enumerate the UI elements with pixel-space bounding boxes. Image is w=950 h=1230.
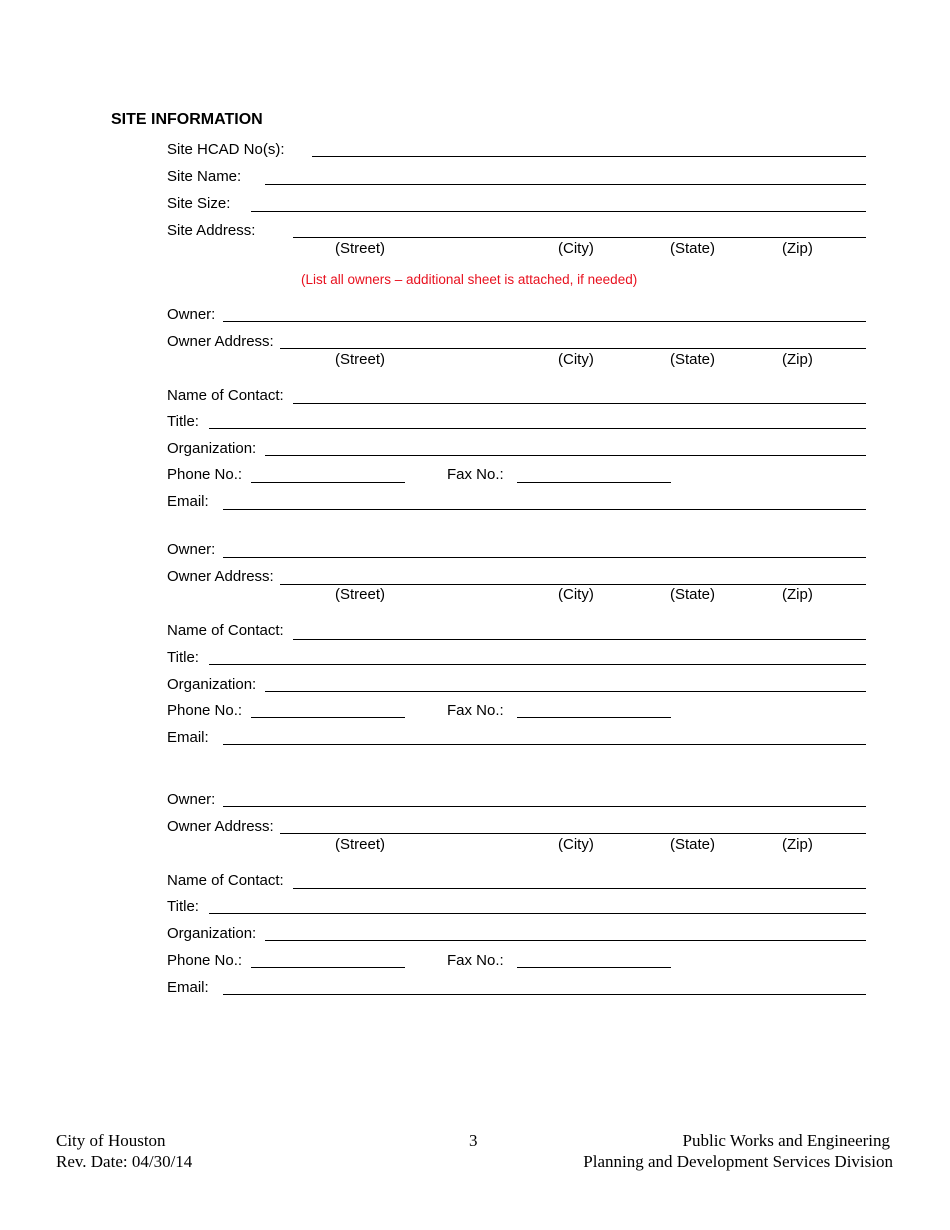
owner-3-title-label: Title:: [167, 898, 199, 915]
owner-1-phone-field[interactable]: [251, 482, 405, 483]
owner-1-fax-label: Fax No.:: [447, 466, 504, 483]
footer-rev-date: Rev. Date: 04/30/14: [56, 1152, 193, 1171]
owner-3-phone-field[interactable]: [251, 967, 405, 968]
owner-3-fax-field[interactable]: [517, 967, 671, 968]
owner-1-organization-field[interactable]: [265, 455, 866, 456]
site-address-zip-caption: (Zip): [782, 240, 813, 257]
owner-2-organization-field[interactable]: [265, 691, 866, 692]
owner-3-organization-label: Organization:: [167, 925, 257, 942]
owner-2-field[interactable]: [223, 557, 866, 558]
owner-1-email-label: Email:: [167, 493, 209, 510]
owner-1-street-caption: (Street): [335, 351, 386, 368]
owner-2-label: Owner:: [167, 541, 216, 558]
owner-3-phone-label: Phone No.:: [167, 952, 243, 969]
site-name-label: Site Name:: [167, 168, 242, 185]
owner-3-email-field[interactable]: [223, 994, 866, 995]
owner-3-address-field[interactable]: [280, 833, 866, 834]
owner-2-address-field[interactable]: [280, 584, 866, 585]
owner-2-title-field[interactable]: [209, 664, 866, 665]
owner-3-city-caption: (City): [558, 836, 594, 853]
owner-3-state-caption: (State): [670, 836, 716, 853]
site-address-field[interactable]: [293, 237, 866, 238]
owner-2-organization-label: Organization:: [167, 676, 257, 693]
owner-3-contact-field[interactable]: [293, 888, 866, 889]
owner-3-contact-label: Name of Contact:: [167, 872, 284, 889]
site-hcad-label: Site HCAD No(s):: [167, 141, 285, 158]
site-size-field[interactable]: [251, 211, 866, 212]
owner-2-fax-label: Fax No.:: [447, 702, 504, 719]
owner-3-field[interactable]: [223, 806, 866, 807]
owner-3-zip-caption: (Zip): [782, 836, 813, 853]
owner-3-address-label: Owner Address:: [167, 818, 274, 835]
owner-1-state-caption: (State): [670, 351, 716, 368]
owner-2-zip-caption: (Zip): [782, 586, 813, 603]
owner-2-street-caption: (Street): [335, 586, 386, 603]
owner-3-street-caption: (Street): [335, 836, 386, 853]
owner-2-phone-field[interactable]: [251, 717, 405, 718]
owner-1-phone-label: Phone No.:: [167, 466, 243, 483]
site-address-city-caption: (City): [558, 240, 594, 257]
owner-1-contact-label: Name of Contact:: [167, 387, 284, 404]
section-title: SITE INFORMATION: [111, 111, 263, 128]
owner-2-fax-field[interactable]: [517, 717, 671, 718]
owner-1-zip-caption: (Zip): [782, 351, 813, 368]
owner-3-title-field[interactable]: [209, 913, 866, 914]
owner-2-contact-field[interactable]: [293, 639, 866, 640]
owner-2-phone-label: Phone No.:: [167, 702, 243, 719]
owner-2-state-caption: (State): [670, 586, 716, 603]
owner-1-title-field[interactable]: [209, 428, 866, 429]
owner-1-address-label: Owner Address:: [167, 333, 274, 350]
owner-2-city-caption: (City): [558, 586, 594, 603]
owner-3-organization-field[interactable]: [265, 940, 866, 941]
site-hcad-field[interactable]: [312, 156, 866, 157]
owner-1-field[interactable]: [223, 321, 866, 322]
owner-2-address-label: Owner Address:: [167, 568, 274, 585]
owner-1-organization-label: Organization:: [167, 440, 257, 457]
owner-1-address-field[interactable]: [280, 348, 866, 349]
owner-1-email-field[interactable]: [223, 509, 866, 510]
owner-3-fax-label: Fax No.:: [447, 952, 504, 969]
owner-1-fax-field[interactable]: [517, 482, 671, 483]
owner-2-contact-label: Name of Contact:: [167, 622, 284, 639]
owner-1-title-label: Title:: [167, 413, 199, 430]
site-address-street-caption: (Street): [335, 240, 386, 257]
owner-1-contact-field[interactable]: [293, 403, 866, 404]
site-size-label: Site Size:: [167, 195, 231, 212]
owner-3-email-label: Email:: [167, 979, 209, 996]
site-address-label: Site Address:: [167, 222, 256, 239]
footer-department: Public Works and Engineering: [682, 1131, 890, 1150]
owner-3-label: Owner:: [167, 791, 216, 808]
owner-1-label: Owner:: [167, 306, 216, 323]
owners-note: (List all owners – additional sheet is attached, if needed): [301, 272, 638, 287]
owner-2-email-field[interactable]: [223, 744, 866, 745]
owner-1-city-caption: (City): [558, 351, 594, 368]
owner-2-email-label: Email:: [167, 729, 209, 746]
footer-page-number: 3: [469, 1131, 478, 1150]
footer-city: City of Houston: [56, 1131, 166, 1150]
footer-division: Planning and Development Services Division: [583, 1152, 893, 1171]
owner-2-title-label: Title:: [167, 649, 199, 666]
site-name-field[interactable]: [265, 184, 866, 185]
site-address-state-caption: (State): [670, 240, 716, 257]
